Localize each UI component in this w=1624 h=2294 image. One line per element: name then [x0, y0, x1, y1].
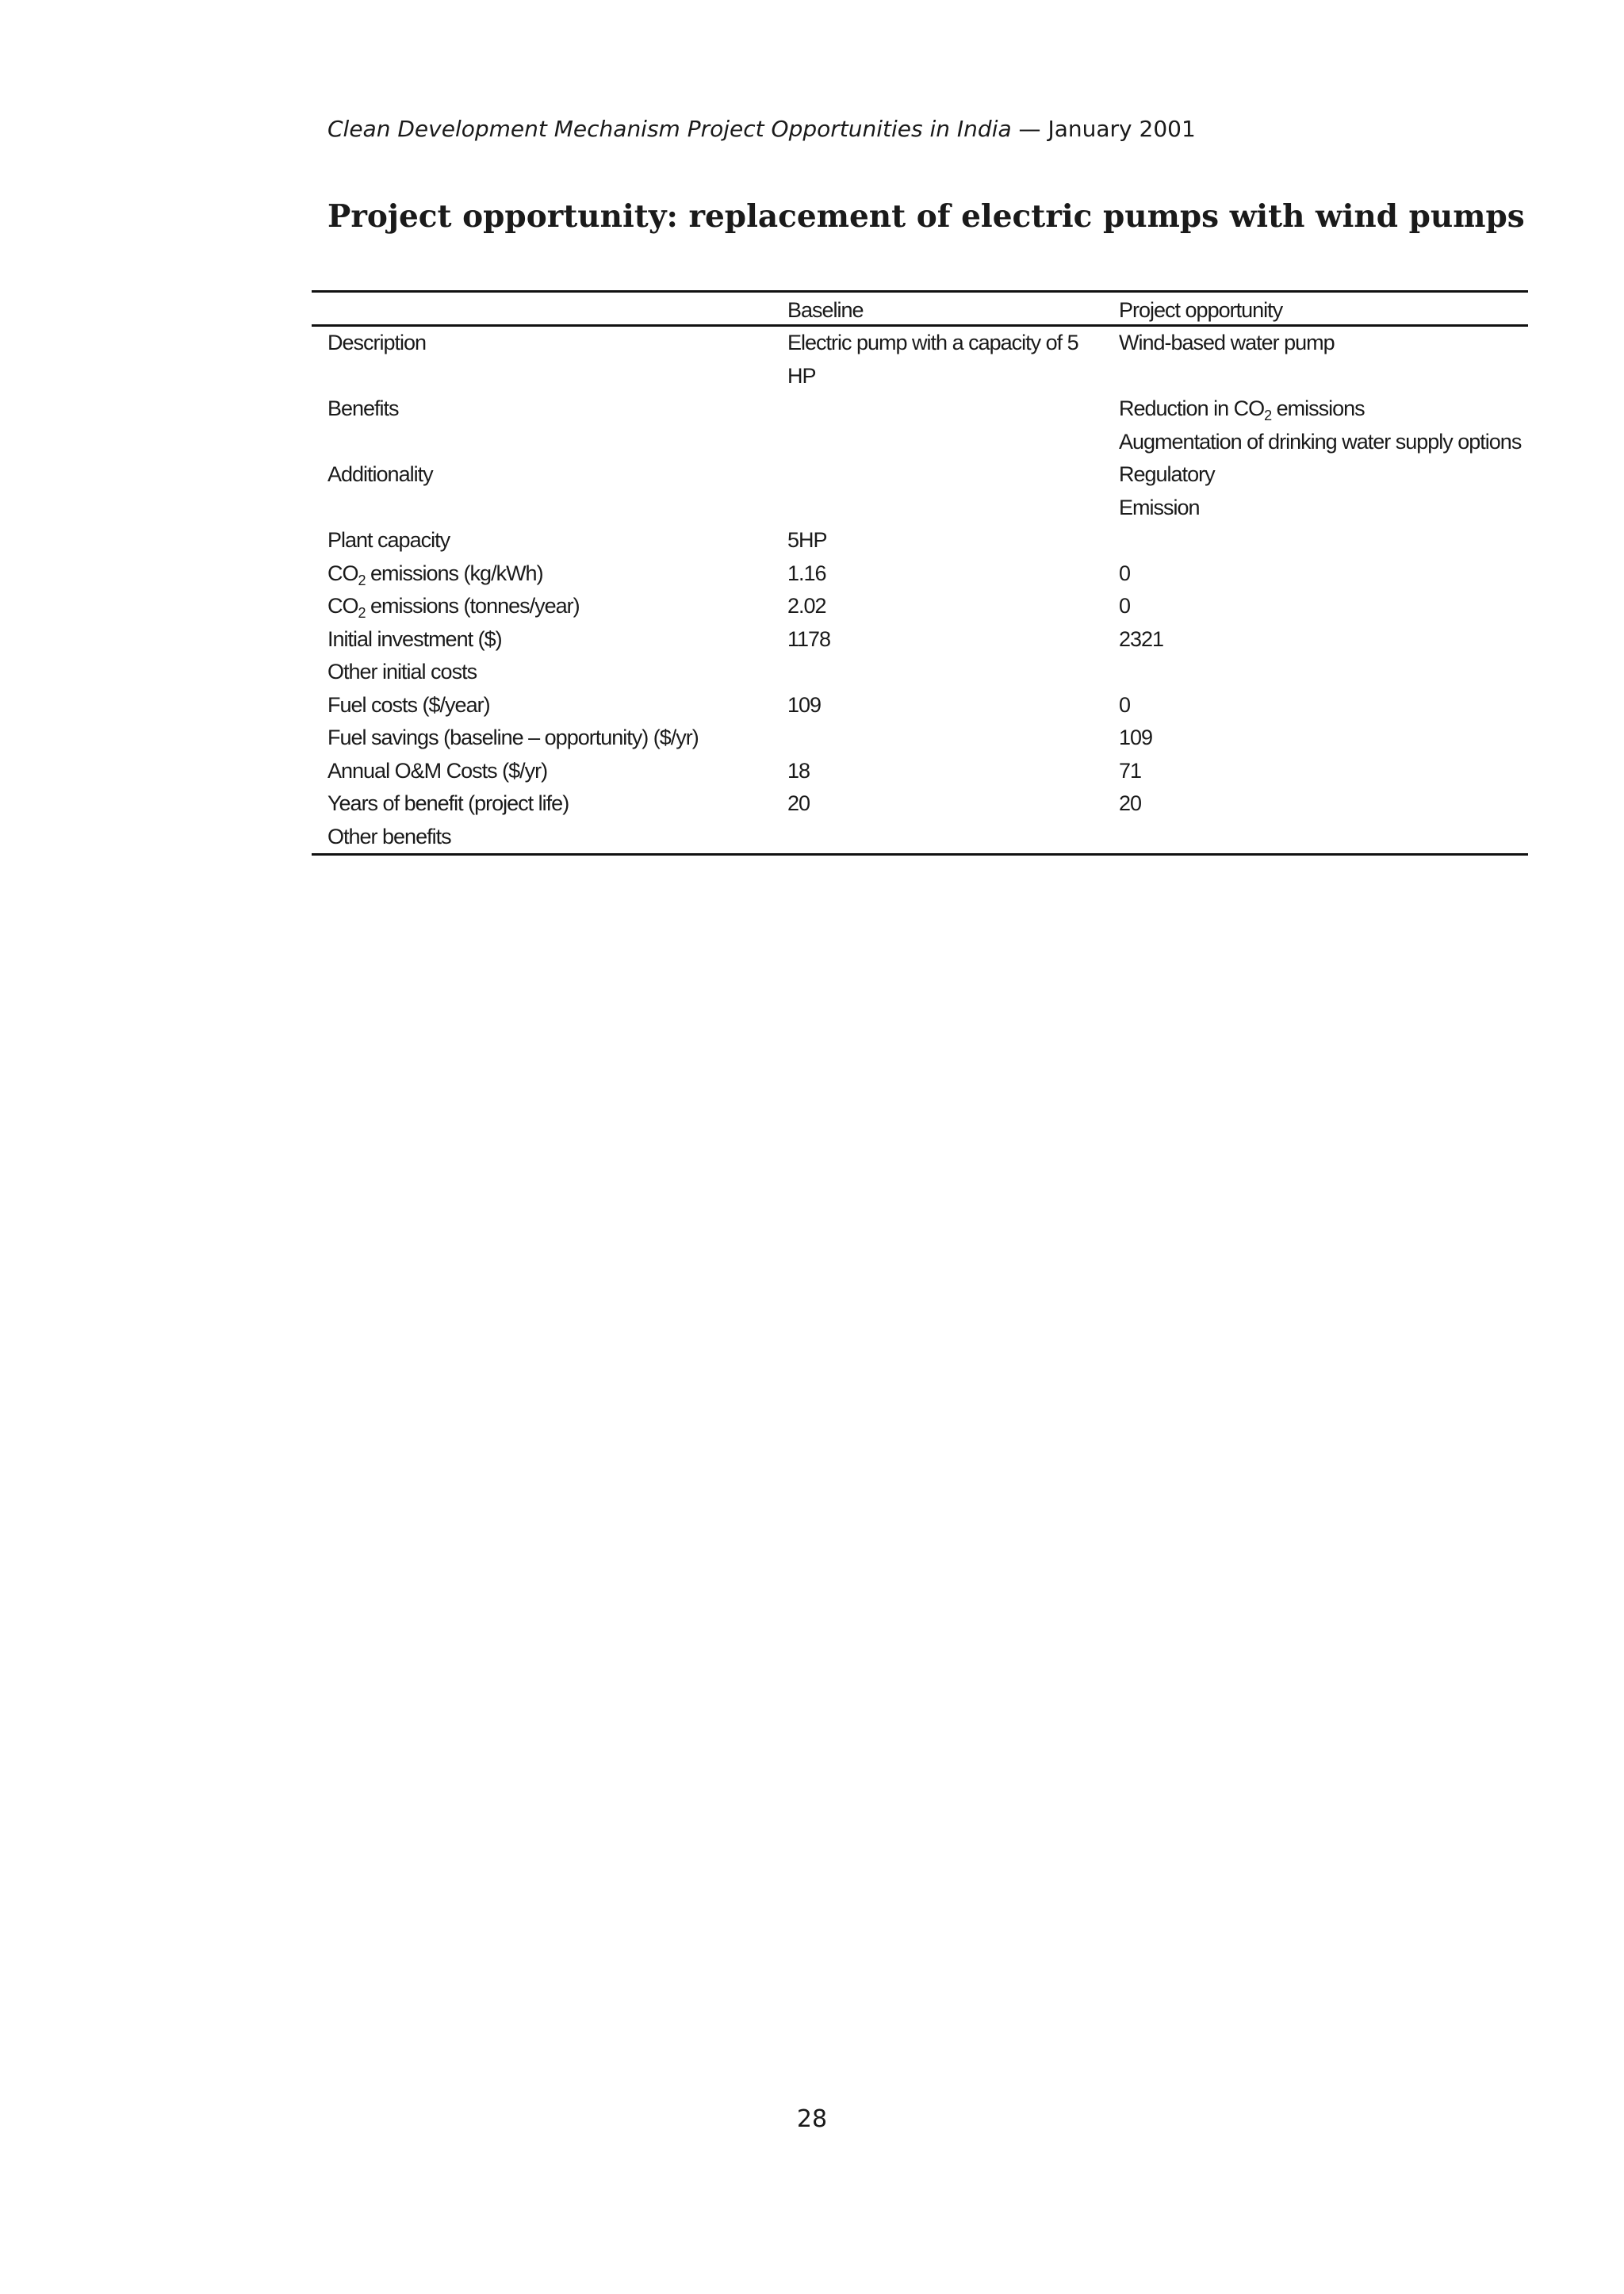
project-table	[312, 290, 1528, 856]
opportunity-cell: 0	[1119, 692, 1131, 717]
header-separator: —	[1011, 116, 1048, 142]
subscript: 2	[1264, 408, 1272, 423]
table-row	[312, 524, 1528, 557]
page-number: 28	[796, 2105, 828, 2133]
table-row	[312, 393, 1528, 458]
opportunity-cell: 20	[1119, 791, 1142, 815]
baseline-cell: 109	[787, 692, 822, 717]
row-label: Other benefits	[327, 824, 451, 848]
subscript: 2	[358, 605, 366, 621]
baseline-line: HP	[787, 363, 816, 388]
opportunity-cell	[1103, 524, 1528, 557]
table-row	[312, 755, 1528, 788]
baseline-cell	[772, 821, 1103, 855]
row-label: Initial investment ($)	[327, 626, 502, 651]
text-fragment: CO	[327, 561, 358, 585]
table-row	[312, 689, 1528, 722]
row-label	[312, 557, 772, 591]
row-label: Fuel savings (baseline – opportunity) ($/yr)	[327, 726, 699, 749]
baseline-cell	[772, 326, 1103, 393]
baseline-cell: 1178	[787, 626, 831, 651]
subscript: 2	[358, 572, 366, 588]
row-label: Description	[327, 331, 427, 354]
row-label: Annual O&M Costs ($/yr)	[327, 758, 548, 783]
header-date: January 2001	[1048, 116, 1196, 142]
row-label	[312, 590, 772, 623]
row-label: Additionality	[327, 462, 433, 486]
baseline-cell: 18	[787, 758, 810, 783]
publication-title: Clean Development Mechanism Project Opportunities in India	[327, 116, 1012, 142]
text-fragment: emissions (tonnes/year)	[365, 594, 580, 618]
opportunity-cell: Wind-based water pump	[1119, 331, 1335, 354]
baseline-line: Electric pump with a capacity of 5	[787, 331, 1078, 354]
text-fragment: emissions	[1271, 396, 1365, 420]
row-label: Plant capacity	[327, 528, 450, 552]
opportunity-line: Emission	[1119, 495, 1200, 519]
comparison-table	[312, 290, 1528, 856]
row-label: Years of benefit (project life)	[327, 791, 569, 815]
table-row	[312, 590, 1528, 623]
baseline-cell: 20	[787, 791, 810, 815]
table-row	[312, 623, 1528, 657]
baseline-cell	[772, 393, 1103, 458]
column-header-opportunity: Project opportunity	[1119, 298, 1283, 322]
opportunity-cell: 0	[1119, 561, 1131, 585]
table-row	[312, 787, 1528, 821]
table-row	[312, 722, 1528, 755]
baseline-cell: 5HP	[787, 528, 827, 552]
opportunity-cell: 109	[1119, 726, 1153, 749]
opportunity-cell: 2321	[1119, 626, 1164, 651]
column-header-baseline: Baseline	[787, 298, 864, 322]
opportunity-cell: 71	[1119, 758, 1142, 783]
text-fragment: emissions (kg/kWh)	[365, 561, 543, 585]
baseline-cell: 2.02	[787, 594, 826, 618]
text-fragment: Reduction in CO	[1119, 396, 1265, 420]
opportunity-cell: 0	[1119, 594, 1131, 618]
table-header-row	[312, 292, 1528, 326]
baseline-cell	[772, 656, 1103, 689]
row-label: Fuel costs ($/year)	[327, 692, 490, 717]
opportunity-cell	[1103, 656, 1528, 689]
baseline-cell	[772, 458, 1103, 524]
opportunity-line: Augmentation of drinking water supply options	[1119, 429, 1522, 454]
baseline-cell	[772, 722, 1103, 755]
page-title: Project opportunity: replacement of electric pumps with wind pumps	[327, 198, 1525, 235]
table-row	[312, 656, 1528, 689]
table-row	[312, 326, 1528, 393]
opportunity-cell	[1103, 458, 1528, 524]
opportunity-line: Regulatory	[1119, 462, 1215, 486]
row-label: Benefits	[327, 396, 399, 420]
running-header	[327, 116, 1196, 142]
table-row	[312, 458, 1528, 524]
baseline-cell: 1.16	[787, 561, 826, 585]
column-header-label	[312, 292, 772, 326]
row-label: Other initial costs	[327, 660, 477, 684]
opportunity-line	[1119, 393, 1528, 426]
table-row	[312, 821, 1528, 855]
table-row	[312, 557, 1528, 591]
opportunity-cell	[1103, 821, 1528, 855]
opportunity-cell	[1103, 393, 1528, 458]
text-fragment: CO	[327, 594, 358, 618]
